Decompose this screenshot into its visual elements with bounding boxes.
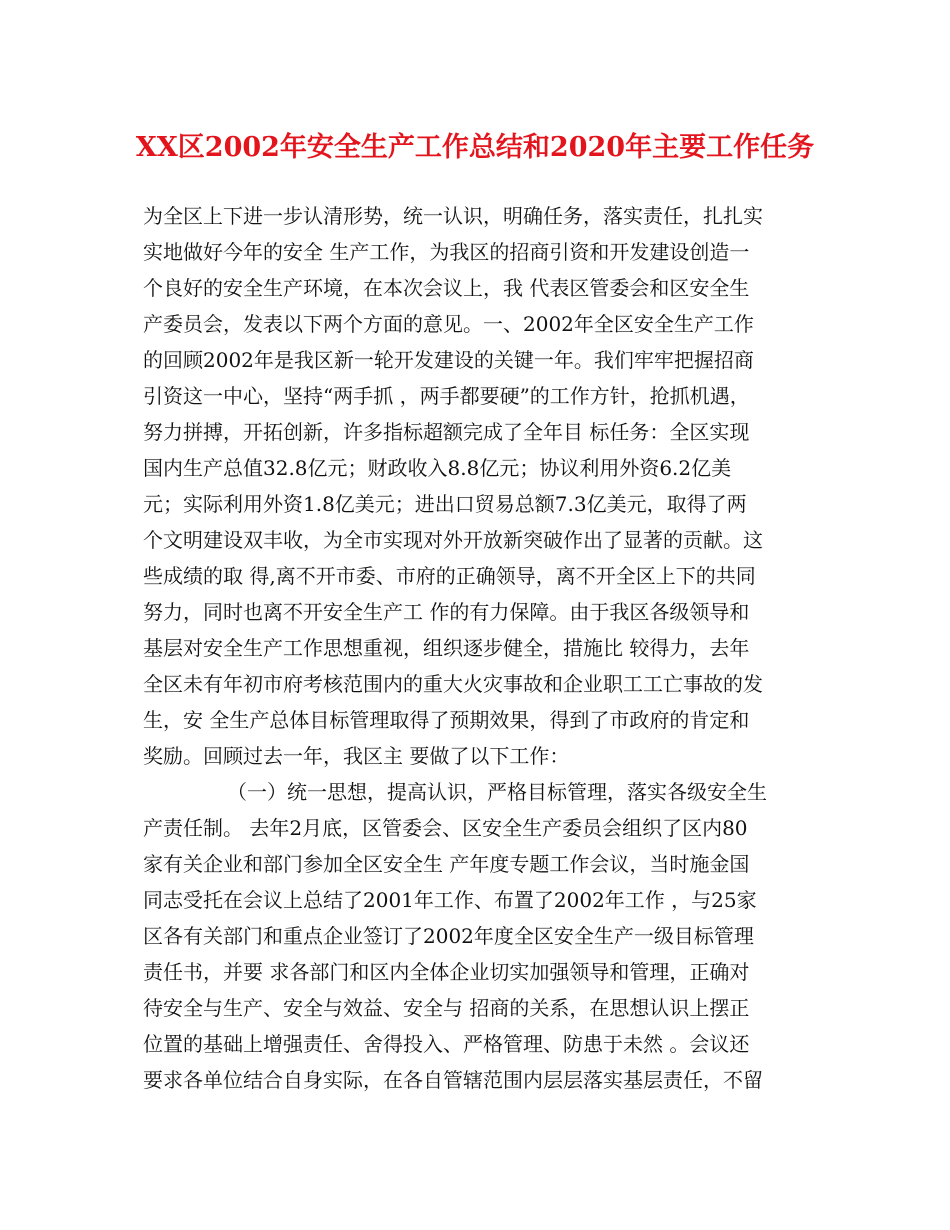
- body-line: 家有关企业和部门参加全区安全生 产年度专题工作会议，当时施金国: [143, 852, 750, 876]
- body-line: 努力，同时也离不开安全生产工 作的有力保障。由于我区各级领导和: [143, 600, 750, 624]
- body-line: 个文明建设双丰收，为全市实现对外开放新突破作出了显著的贡献。这: [143, 528, 763, 552]
- body-line: 些成绩的取 得,离不开市委、市府的正确领导，离不开全区上下的共同: [143, 564, 756, 588]
- body-line: 基层对安全生产工作思想重视，组织逐步健全，措施比 较得力，去年: [143, 636, 750, 660]
- body-line: 产责任制。 去年2月底，区管委会、区安全生产委员会组织了区内80: [143, 816, 748, 840]
- body-line: 奖励。回顾过去一年，我区主 要做了以下工作：: [143, 744, 570, 768]
- body-line: 产委员会，发表以下两个方面的意见。一、2002年全区安全生产工作: [143, 312, 754, 336]
- body-line: 的回顾2002年是我区新一轮开发建设的关键一年。我们牢牢把握招商: [143, 348, 754, 372]
- body-line: 努力拼搏，开拓创新，许多指标超额完成了全年目 标任务：全区实现: [143, 420, 750, 444]
- body-line: 生，安 全生产总体目标管理取得了预期效果，得到了市政府的肯定和: [143, 708, 750, 732]
- document-body: [143, 198, 815, 1098]
- body-line: 区各有关部门和重点企业签订了2002年度全区安全生产一级目标管理: [143, 924, 754, 948]
- body-line: 全区未有年初市府考核范围内的重大火灾事故和企业职工工亡事故的发: [143, 672, 763, 696]
- body-line: 位置的基础上增强责任、舍得投入、严格管理、防患于未然 。会议还: [143, 1032, 750, 1056]
- body-line: 责任书，并要 求各部门和区内全体企业切实加强领导和管理，正确对: [143, 960, 750, 984]
- section-heading-line: （一）统一思想，提高认识，严格目标管理，落实各级安全生: [227, 780, 767, 804]
- document-title: XX区2002年安全生产工作总结和2020年主要工作任务: [135, 132, 815, 163]
- body-line: 元；实际利用外资1.8亿美元；进出口贸易总额7.3亿美元，取得了两: [143, 492, 747, 516]
- body-line: 待安全与生产、安全与效益、安全与 招商的关系，在思想认识上摆正: [143, 996, 750, 1020]
- body-line: 个良好的安全生产环境，在本次会议上，我 代表区管委会和区安全生: [143, 276, 750, 300]
- body-line: 引资这一中心，坚持“两手抓 ，两手都要硬”的工作方针，抢抓机遇，: [143, 384, 750, 408]
- body-line: 实地做好今年的安全 生产工作，为我区的招商引资和开发建设创造一: [143, 240, 750, 264]
- body-line: 为全区上下进一步认清形势，统一认识，明确任务，落实责任，扎扎实: [143, 204, 763, 228]
- body-line: 要求各单位结合自身实际，在各自管辖范围内层层落实基层责任，不留: [143, 1068, 763, 1092]
- body-line: 同志受托在会议上总结了2001年工作、布置了2002年工作 ，与25家: [143, 888, 757, 912]
- body-line: 国内生产总值32.8亿元；财政收入8.8亿元；协议利用外资6.2亿美: [143, 456, 732, 480]
